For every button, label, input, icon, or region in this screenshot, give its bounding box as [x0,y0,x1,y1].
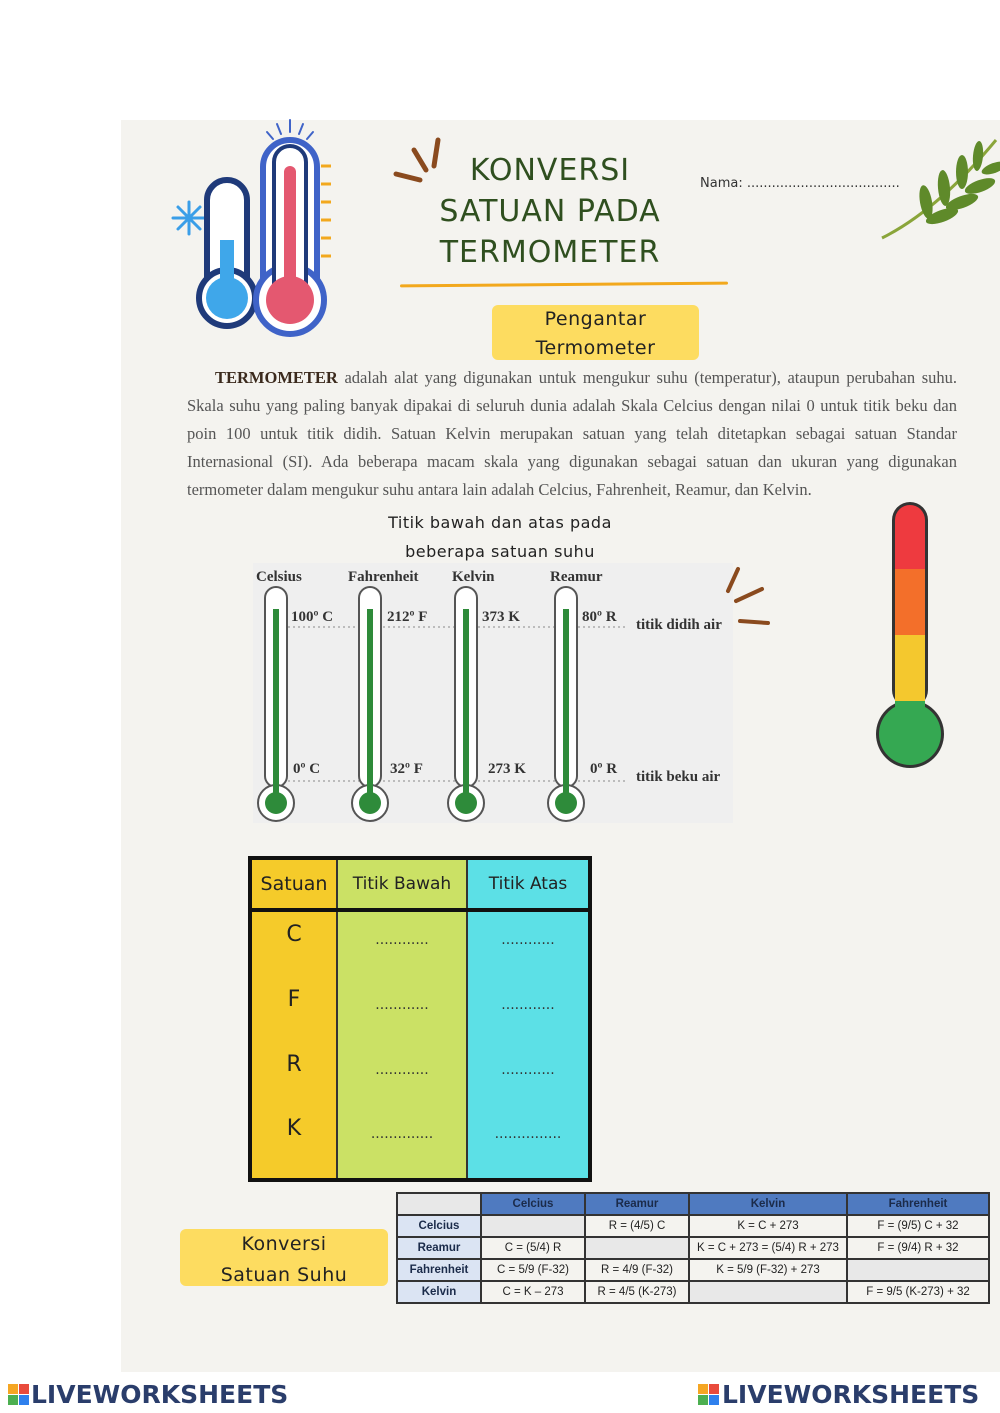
liveworksheets-brand-left[interactable]: LIVEWORKSHEETS [31,1380,289,1409]
konversi-heading-pill: Konversi Satuan Suhu [180,1229,388,1286]
liveworksheets-logo-icon [8,1384,30,1406]
row-label-celcius: Celcius [397,1215,481,1237]
header-satuan: Satuan [260,873,328,895]
table-cell: C = 5/9 (F-32) [481,1259,585,1281]
table-cell: K = C + 273 = (5/4) R + 273 [689,1237,847,1259]
celsius-bottom-value: 0º C [293,761,321,777]
unit-c: C [286,922,302,947]
freezing-point-label: titik beku air [636,769,721,785]
liveworksheets-logo-icon [698,1384,720,1406]
answer-f-atas[interactable]: ............ [501,997,555,1013]
table-cell: R = 4/5 (K-273) [585,1281,689,1303]
corner-cell [397,1193,481,1215]
answer-f-bawah[interactable]: ............ [375,997,429,1013]
header-reamur: Reamur [585,1193,689,1215]
boiling-point-label: titik didih air [636,617,722,633]
unit-f: F [287,987,301,1012]
intro-heading-pill: Pengantar Termometer [492,305,699,360]
name-field[interactable]: Nama: ..................................... [700,176,900,191]
answer-k-atas[interactable]: ............... [494,1126,562,1142]
answer-c-atas[interactable]: ............ [501,932,555,948]
snowflake-icon [173,202,205,234]
header-kelvin: Kelvin [689,1193,847,1215]
unit-k: K [286,1116,302,1141]
answer-c-bawah[interactable]: ............ [375,932,429,948]
table-cell [689,1281,847,1303]
fahrenheit-top-value: 212º F [387,609,428,625]
unit-r: R [286,1052,302,1077]
table-cell [847,1259,989,1281]
thermo-reamur [548,587,584,821]
answer-r-bawah[interactable]: ............ [375,1062,429,1078]
thermo-celsius [258,587,294,821]
table-cell: F = (9/4) R + 32 [847,1237,989,1259]
intro-paragraph [187,364,957,504]
scale-name-reamur: Reamur [550,569,603,585]
table-row [397,1259,989,1281]
answer-r-atas[interactable]: ............ [501,1062,555,1078]
thermometer-illustration [165,118,340,338]
header-titik-atas: Titik Atas [488,874,568,894]
reamur-bottom-value: 0º R [590,761,618,777]
table-row [397,1215,989,1237]
scale-name-celsius: Celsius [256,569,302,585]
scale-diagram [253,563,733,823]
table-cell: K = 5/9 (F-32) + 273 [689,1259,847,1281]
row-label-reamur: Reamur [397,1237,481,1259]
kelvin-top-value: 373 K [482,609,520,625]
header-celcius: Celcius [481,1193,585,1215]
intro-paragraph-text: adalah alat yang digunakan untuk mengukur suhu (temperatur), ataupun perubahan suhu. Skala suhu yang paling banyak dipakai di seluruh dunia adalah Skala Celcius dengan nilai 0 untuk titik beku dan poin 100 untuk titik didih. Satuan Kelvin merupakan satuan yang telah ditetapkan sebagai satuan Standar Internasional (SI). Ada beberapa macam skala yang digunakan sebagai satuan dan ukuran yang digunakan termometer dalam mengukur suhu antara lain adalah Celcius, Fahrenheit, Reamur, dan Kelvin. [187,368,957,499]
thermo-kelvin [448,587,484,821]
satuan-table [248,856,592,1182]
table-cell: F = 9/5 (K-273) + 32 [847,1281,989,1303]
reamur-top-value: 80º R [582,609,617,625]
liveworksheets-brand-right[interactable]: LIVEWORKSHEETS [722,1380,980,1409]
accent-strokes-icon [722,565,772,630]
table-cell: R = (4/5) C [585,1215,689,1237]
thermo-fahrenheit [352,587,388,821]
leaf-icon [878,130,1000,245]
diagram-caption: Titik bawah dan atas pada beberapa satuan suhu [388,513,612,561]
conversion-table [396,1192,990,1304]
row-label-fahrenheit: Fahrenheit [397,1259,481,1281]
table-row [397,1237,989,1259]
table-row [397,1281,989,1303]
page-title: KONVERSI SATUAN PADA TERMOMETER [439,153,661,270]
header-fahrenheit: Fahrenheit [847,1193,989,1215]
table-cell: K = C + 273 [689,1215,847,1237]
kelvin-bottom-value: 273 K [488,761,526,777]
scale-name-fahrenheit: Fahrenheit [348,569,419,585]
table-cell [585,1237,689,1259]
header-divider [252,908,588,912]
table-cell [481,1215,585,1237]
row-label-kelvin: Kelvin [397,1281,481,1303]
table-cell: C = K – 273 [481,1281,585,1303]
conversion-header-row [397,1193,989,1215]
table-cell: C = (5/4) R [481,1237,585,1259]
answer-k-bawah[interactable]: .............. [370,1126,434,1142]
table-cell: R = 4/9 (F-32) [585,1259,689,1281]
color-thermometer-icon [872,500,948,772]
scale-name-kelvin: Kelvin [452,569,495,585]
table-cell: F = (9/5) C + 32 [847,1215,989,1237]
header-titik-bawah: Titik Bawah [352,874,452,894]
fahrenheit-bottom-value: 32º F [390,761,423,777]
termometer-term: TERMOMETER [215,368,338,387]
celsius-top-value: 100º C [291,609,334,625]
